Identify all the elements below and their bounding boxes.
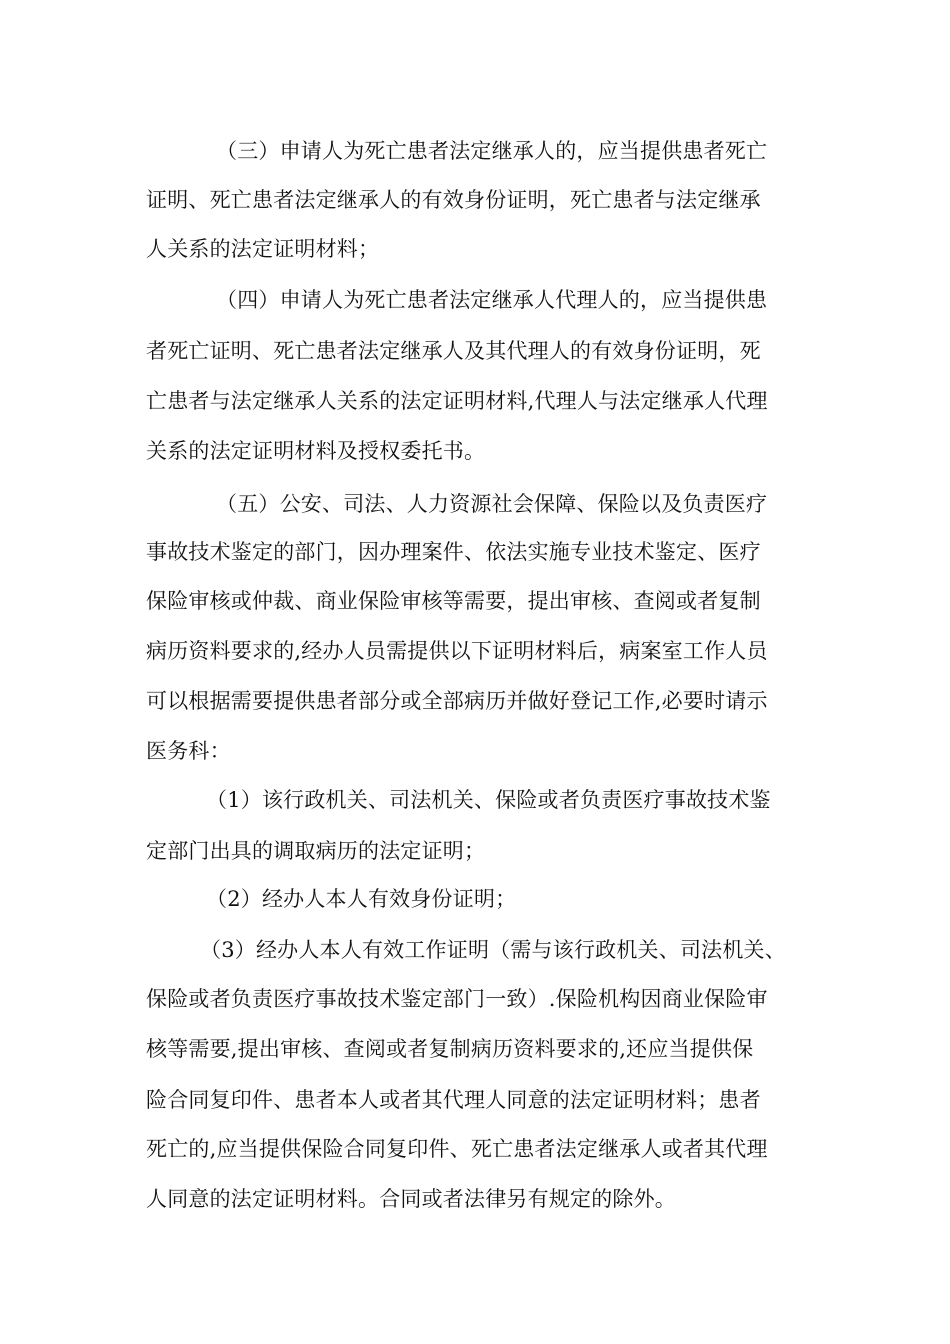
item-3-line-1: （3）经办人本人有效工作证明（需与该行政机关、司法机关、	[200, 938, 786, 962]
item-3-line-2: 保险或者负责医疗事故技术鉴定部门一致）.保险机构因商业保险审	[146, 987, 768, 1011]
item-3-line-3: 核等需要,提出审核、查阅或者复制病历资料要求的,还应当提供保	[146, 1037, 754, 1061]
paragraph-3-line-2: 证明、死亡患者法定继承人的有效身份证明，死亡患者与法定继承	[146, 188, 761, 212]
item-3-line-4: 险合同复印件、患者本人或者其代理人同意的法定证明材料；患者	[146, 1088, 761, 1112]
item-2-line-1: （2）经办人本人有效身份证明；	[206, 887, 517, 911]
item-3-line-5: 死亡的,应当提供保险合同复印件、死亡患者法定继承人或者其代理	[146, 1137, 768, 1161]
paragraph-3-line-3: 人关系的法定证明材料；	[146, 237, 380, 261]
paragraph-5-line-3: 保险审核或仲裁、商业保险审核等需要，提出审核、查阅或者复制	[146, 589, 761, 613]
paragraph-5-line-2: 事故技术鉴定的部门，因办理案件、依法实施专业技术鉴定、医疗	[146, 540, 761, 564]
paragraph-5-line-1: （五）公安、司法、人力资源社会保障、保险以及负责医疗	[216, 492, 768, 516]
paragraph-4-line-2: 者死亡证明、死亡患者法定继承人及其代理人的有效身份证明，死	[146, 339, 761, 363]
paragraph-4-line-1: （四）申请人为死亡患者法定继承人代理人的，应当提供患	[216, 288, 768, 312]
paragraph-3-line-1: （三）申请人为死亡患者法定继承人的，应当提供患者死亡	[216, 139, 768, 163]
paragraph-4-line-3: 亡患者与法定继承人关系的法定证明材料,代理人与法定继承人代理	[146, 389, 768, 413]
item-3-line-6: 人同意的法定证明材料。合同或者法律另有规定的除外。	[146, 1187, 676, 1211]
item-1-line-1: （1）该行政机关、司法机关、保险或者负责医疗事故技术鉴	[206, 788, 771, 812]
paragraph-5-line-4: 病历资料要求的,经办人员需提供以下证明材料后，病案室工作人员	[146, 639, 768, 663]
item-1-line-2: 定部门出具的调取病历的法定证明；	[146, 839, 486, 863]
paragraph-5-line-6: 医务科：	[146, 739, 231, 763]
paragraph-4-line-4: 关系的法定证明材料及授权委托书。	[146, 439, 486, 463]
paragraph-5-line-5: 可以根据需要提供患者部分或全部病历并做好登记工作,必要时请示	[146, 689, 768, 713]
